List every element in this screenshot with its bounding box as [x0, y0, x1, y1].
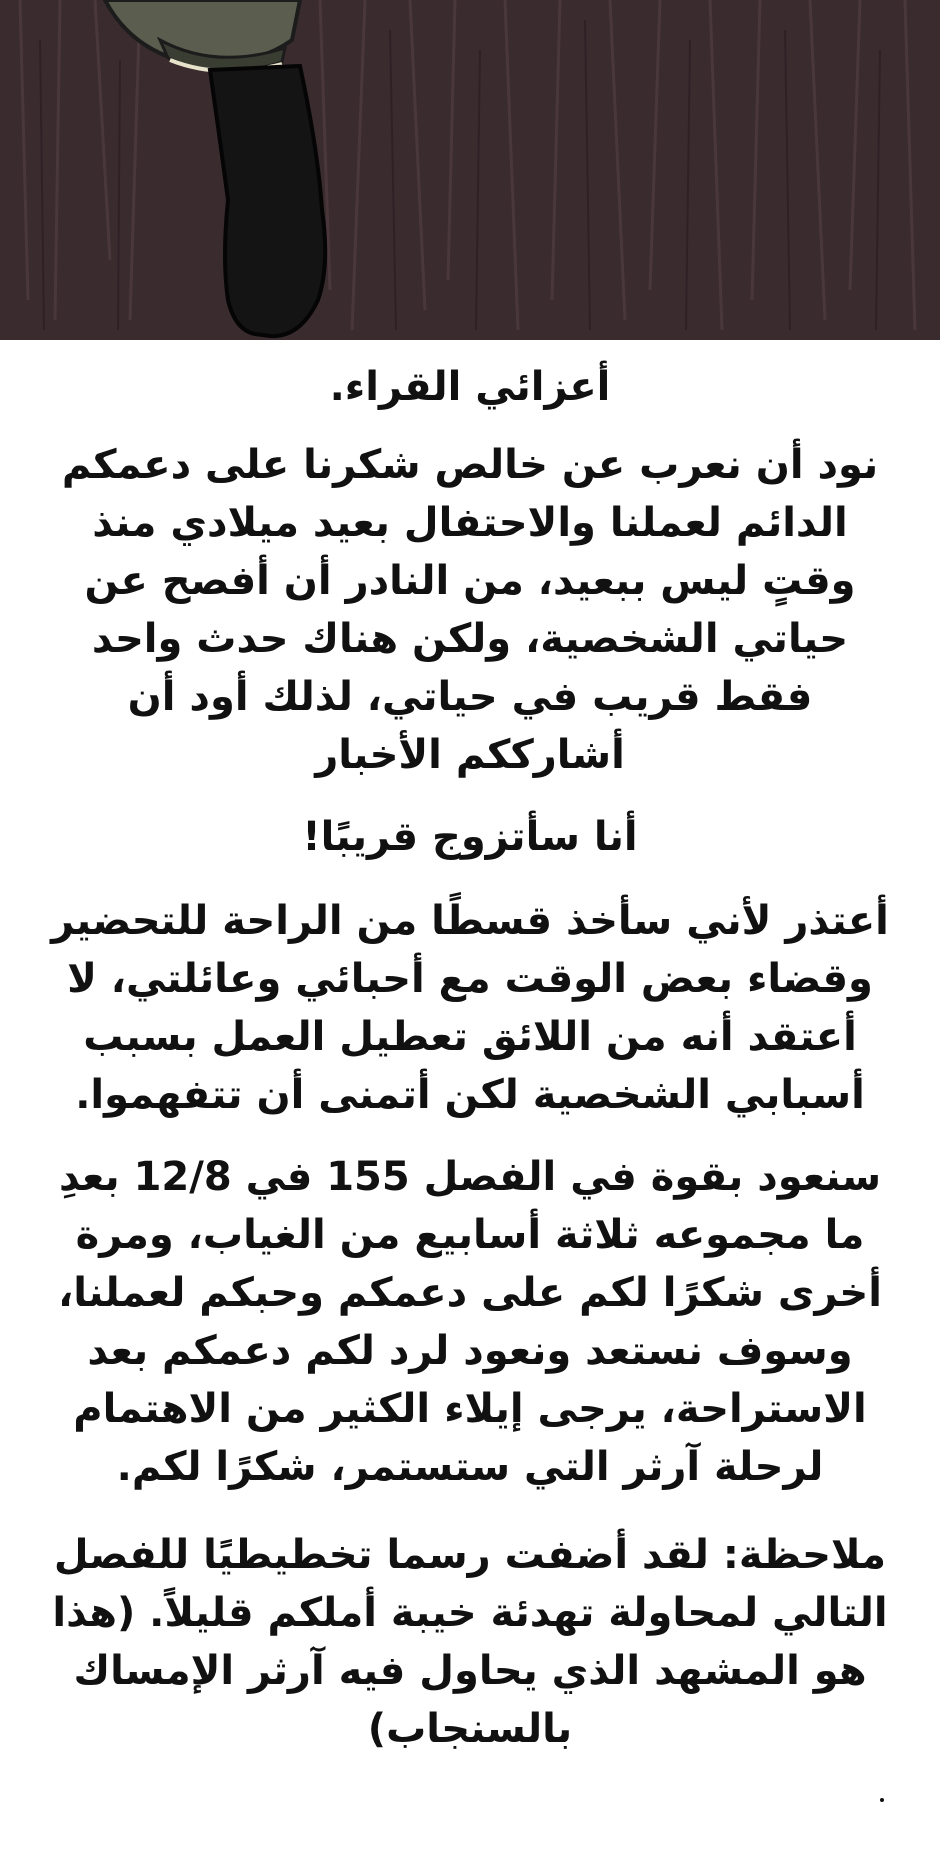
boot [210, 66, 325, 336]
notice-greeting: أعزائي القراء. [329, 364, 611, 410]
comic-panel-image [0, 0, 940, 340]
notice-paragraph-apology: أعتذر لأني سأخذ قسطًا من الراحة للتحضير وقضاء بعض الوقت مع أحبائي وعائلتي، لا أعتقد أنه من اللائق تعطيل العمل بسبب أسبابي الشخصية لكن أتمنى أن تتفهموا. [51, 898, 889, 1118]
notice-paragraph-return: سنعود بقوة في الفصل 155 في 12/8 بعدِ ما مجموعه ثلاثة أسابيع من الغياب، ومرة أخرى شكرًا لكم على دعمكم وحبكم لعملنا، وسوف نستعد ونعود لرد لكم دعمكم بعد الاستراحة، يرجى إيلاء الكثير من الاهتمام لرحلة آرثر التي ستستمر، شكرًا لكم. [58, 1154, 882, 1490]
stray-dot [880, 1798, 884, 1802]
notice-text [40, 340, 900, 1758]
notice-announcement: أنا سأتزوج قريبًا! [302, 814, 638, 860]
notice-paragraph-thanks: نود أن نعرب عن خالص شكرنا على دعمكم الدائم لعملنا والاحتفال بعيد ميلادي منذ وقتٍ ليس ببعيد، من النادر أن أفصح عن حياتي الشخصية، ولكن هناك حدث واحد فقط قريب في حياتي، لذلك أود أن أشارككم الأخبار [61, 442, 879, 778]
notice-paragraph-note: ملاحظة: لقد أضفت رسما تخطيطيًا للفصل التالي لمحاولة تهدئة خيبة أملكم قليلاً. (هذا هو المشهد الذي يحاول فيه آرثر الإمساك بالسنجاب) [52, 1532, 888, 1752]
